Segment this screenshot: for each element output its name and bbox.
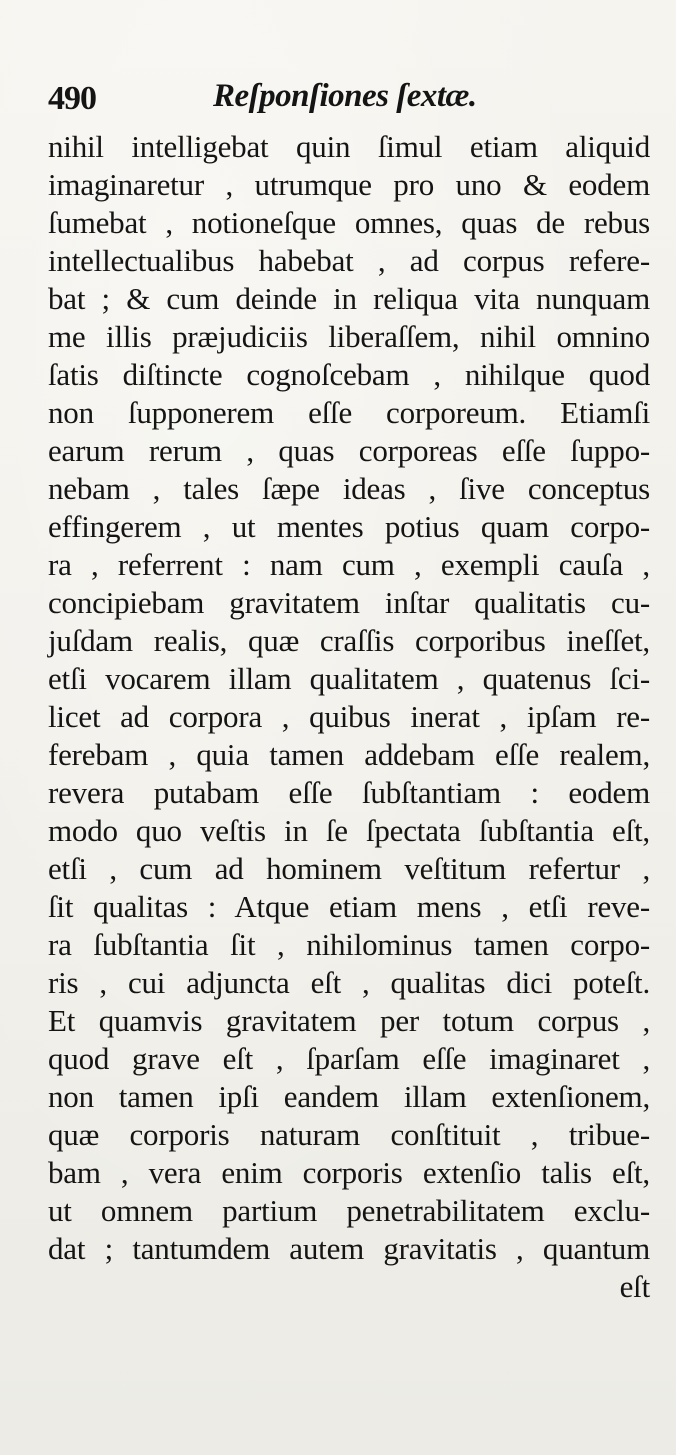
text-line: Et quamvis gravitatem per totum corpus , — [48, 1003, 650, 1038]
text-line: ferebam , quia tamen addebam eſſe realem, — [48, 737, 650, 772]
text-line: concipiebam gravitatem inſtar qualitatis cu- — [48, 585, 650, 620]
text-line: effingerem , ut mentes potius quam corpo- — [48, 509, 650, 544]
text-line: bam , vera enim corporis extenſio talis eſt, — [48, 1155, 650, 1190]
text-line: ra ſubſtantia ſit , nihilominus tamen corpo- — [48, 927, 650, 962]
text-line: bat ; & cum deinde in reliqua vita nunquam — [48, 281, 650, 316]
text-line: ſumebat , notioneſque omnes, quas de rebus — [48, 205, 650, 240]
text-line: imaginaretur , utrumque pro uno & eodem — [48, 167, 650, 202]
text-line: nihil intelligebat quin ſimul etiam aliquid — [48, 129, 650, 164]
text-line: revera putabam eſſe ſubſtantiam : eodem — [48, 775, 650, 810]
catchword: eſt — [619, 1269, 650, 1304]
text-line: non ſupponerem eſſe corporeum. Etiamſi — [48, 395, 650, 430]
text-line: ut omnem partium penetrabilitatem exclu- — [48, 1193, 650, 1228]
text-line: etſi vocarem illam qualitatem , quatenus ſci- — [48, 661, 650, 696]
page-number: 490 — [48, 80, 96, 117]
running-title: Reſponſiones ſextæ. — [213, 78, 477, 114]
text-line: ris , cui adjuncta eſt , qualitas dici poteſt. — [48, 965, 650, 1000]
text-line: me illis præjudiciis liberaſſem, nihil omnino — [48, 319, 650, 354]
text-line: intellectualibus habebat , ad corpus refere- — [48, 243, 650, 278]
text-line: ſit qualitas : Atque etiam mens , etſi reve- — [48, 889, 650, 924]
text-line: licet ad corpora , quibus inerat , ipſam re- — [48, 699, 650, 734]
text-line: quod grave eſt , ſparſam eſſe imaginaret , — [48, 1041, 650, 1076]
text-line: non tamen ipſi eandem illam extenſionem, — [48, 1079, 650, 1114]
text-line: modo quo veſtis in ſe ſpectata ſubſtantia eſt, — [48, 813, 650, 848]
text-line: dat ; tantumdem autem gravitatis , quantum — [48, 1231, 650, 1266]
text-line: ſatis diſtincte cognoſcebam , nihilque quod — [48, 357, 650, 392]
text-line: etſi , cum ad hominem veſtitum refertur , — [48, 851, 650, 886]
text-line: nebam , tales ſæpe ideas , ſive conceptus — [48, 471, 650, 506]
text-line: ra , referrent : nam cum , exempli cauſa , — [48, 547, 650, 582]
text-line: quæ corporis naturam conſtituit , tribue- — [48, 1117, 650, 1152]
page-header — [48, 70, 648, 120]
text-line: earum rerum , quas corporeas eſſe ſuppo- — [48, 433, 650, 468]
body-text — [48, 128, 650, 1306]
text-line: juſdam realis, quæ craſſis corporibus ineſſet, — [48, 623, 650, 658]
